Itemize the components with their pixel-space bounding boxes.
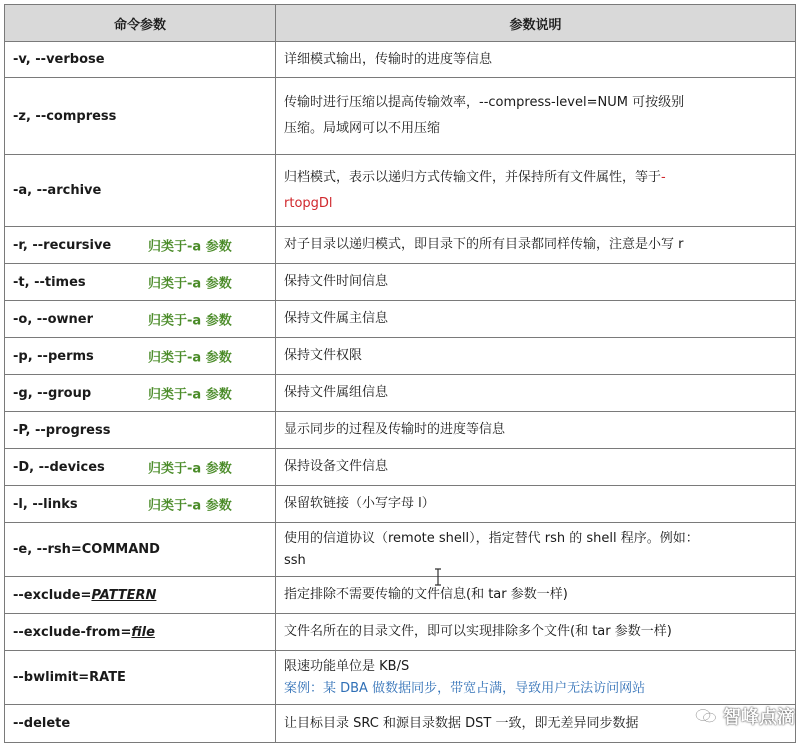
table-row [5, 523, 796, 577]
description-text: 指定排除不需要传输的文件信息(和 tar 参数一样) [284, 587, 568, 602]
option-name [13, 625, 155, 640]
wechat-icon [695, 708, 717, 724]
example-line: 案例：某 DBA 做数据同步，带宽占满，导致用户无法访问网站 [284, 680, 646, 696]
description-cell [276, 523, 796, 577]
table-row [5, 577, 796, 614]
table-row [5, 78, 796, 155]
description-text: 保持文件时间信息 [284, 274, 389, 289]
command-cell [5, 651, 276, 705]
description-cell [276, 264, 796, 301]
description-text: 保持文件权限 [284, 348, 363, 363]
description-cell [276, 301, 796, 338]
option-placeholder: file [131, 624, 155, 640]
description-text: 归档模式，表示以递归方式传输文件，并保持所有文件属性，等于 [284, 169, 662, 185]
description-red-line: rtopgDl [284, 195, 333, 211]
option-name: -e, --rsh=COMMAND [13, 542, 160, 557]
command-cell [5, 486, 276, 523]
description-cell [276, 227, 796, 264]
description-red-text: - [661, 169, 666, 185]
description-text: 文件名所在的目录文件，即可以实现排除多个文件(和 tar 参数一样) [284, 624, 672, 639]
description-line: 压缩。局域网可以不用压缩 [284, 121, 441, 136]
description-cell [276, 338, 796, 375]
option-name: -P, --progress [13, 422, 111, 438]
table-row [5, 227, 796, 264]
option-name [13, 588, 156, 603]
archive-note: 归类于-a 参数 [148, 498, 232, 514]
command-cell [5, 614, 276, 651]
command-cell [5, 523, 276, 577]
description-cell [276, 449, 796, 486]
table-row [5, 155, 796, 227]
table-row [5, 651, 796, 705]
description-cell [276, 155, 796, 227]
table-row [5, 375, 796, 412]
command-cell [5, 577, 276, 614]
description-text: 保持文件属组信息 [284, 385, 389, 400]
command-cell [5, 42, 276, 78]
option-name: --bwlimit=RATE [13, 670, 126, 685]
command-cell [5, 705, 276, 743]
description-line: ssh [284, 552, 306, 568]
description-text: 保持设备文件信息 [284, 459, 389, 474]
description-line: 限速功能单位是 KB/S [284, 658, 410, 674]
command-cell [5, 227, 276, 264]
table-header-row [5, 5, 796, 42]
header-description: 参数说明 [276, 5, 796, 42]
rsync-options-table [4, 4, 796, 743]
description-text: 保持文件属主信息 [284, 311, 389, 326]
table-row [5, 614, 796, 651]
command-cell [5, 264, 276, 301]
table-row [5, 705, 796, 743]
archive-note: 归类于-a 参数 [148, 313, 232, 329]
option-name: -l, --links [13, 496, 78, 512]
table-row [5, 301, 796, 338]
description-cell [276, 375, 796, 412]
archive-note: 归类于-a 参数 [148, 350, 232, 366]
option-name: -v, --verbose [13, 52, 105, 67]
table-row [5, 486, 796, 523]
description-text: 让目标目录 SRC 和源目录数据 DST 一致，即无差异同步数据 [284, 715, 639, 731]
text-cursor-icon [434, 568, 442, 586]
archive-note: 归类于-a 参数 [148, 239, 232, 255]
description-cell [276, 614, 796, 651]
description-text: 保留软链接（小写字母 l） [284, 496, 435, 511]
option-name: --delete [13, 716, 71, 731]
description-cell [276, 486, 796, 523]
description-text: 详细模式输出，传输时的进度等信息 [284, 51, 493, 67]
option-name: -p, --perms [13, 348, 94, 364]
archive-note: 归类于-a 参数 [148, 387, 232, 403]
description-text: 显示同步的过程及传输时的进度等信息 [284, 422, 506, 437]
command-cell [5, 338, 276, 375]
option-placeholder: PATTERN [91, 587, 157, 603]
command-cell [5, 78, 276, 155]
option-prefix: --exclude= [13, 587, 92, 603]
options-table-container [4, 4, 795, 743]
watermark-text: 智峰点滴 [723, 707, 795, 728]
table-row [5, 338, 796, 375]
header-command: 命令参数 [5, 5, 276, 42]
option-name: -o, --owner [13, 311, 94, 327]
option-name: -r, --recursive [13, 237, 112, 253]
option-name: -a, --archive [13, 183, 102, 198]
command-cell [5, 412, 276, 449]
archive-note: 归类于-a 参数 [148, 276, 232, 292]
table-row [5, 412, 796, 449]
description-cell [276, 412, 796, 449]
option-name: -z, --compress [13, 108, 117, 124]
option-name: -D, --devices [13, 459, 105, 475]
description-cell [276, 651, 796, 705]
archive-note: 归类于-a 参数 [148, 461, 232, 477]
description-line: 传输时进行压缩以提高传输效率，--compress-level=NUM 可按级别 [284, 95, 685, 110]
table-row [5, 264, 796, 301]
description-cell [276, 42, 796, 78]
command-cell [5, 301, 276, 338]
watermark [695, 703, 795, 729]
command-cell [5, 449, 276, 486]
option-prefix: --exclude-from= [13, 624, 132, 640]
description-cell [276, 577, 796, 614]
command-cell [5, 155, 276, 227]
option-name: -t, --times [13, 274, 86, 290]
table-row [5, 42, 796, 78]
description-line [284, 165, 787, 191]
option-name: -g, --group [13, 385, 92, 401]
table-row [5, 449, 796, 486]
description-line: 使用的信道协议（remote shell），指定替代 rsh 的 shell 程序。例如： [284, 530, 699, 546]
description-cell [276, 78, 796, 155]
command-cell [5, 375, 276, 412]
description-text: 对子目录以递归模式，即目录下的所有目录都同样传输，注意是小写 r [284, 237, 684, 252]
